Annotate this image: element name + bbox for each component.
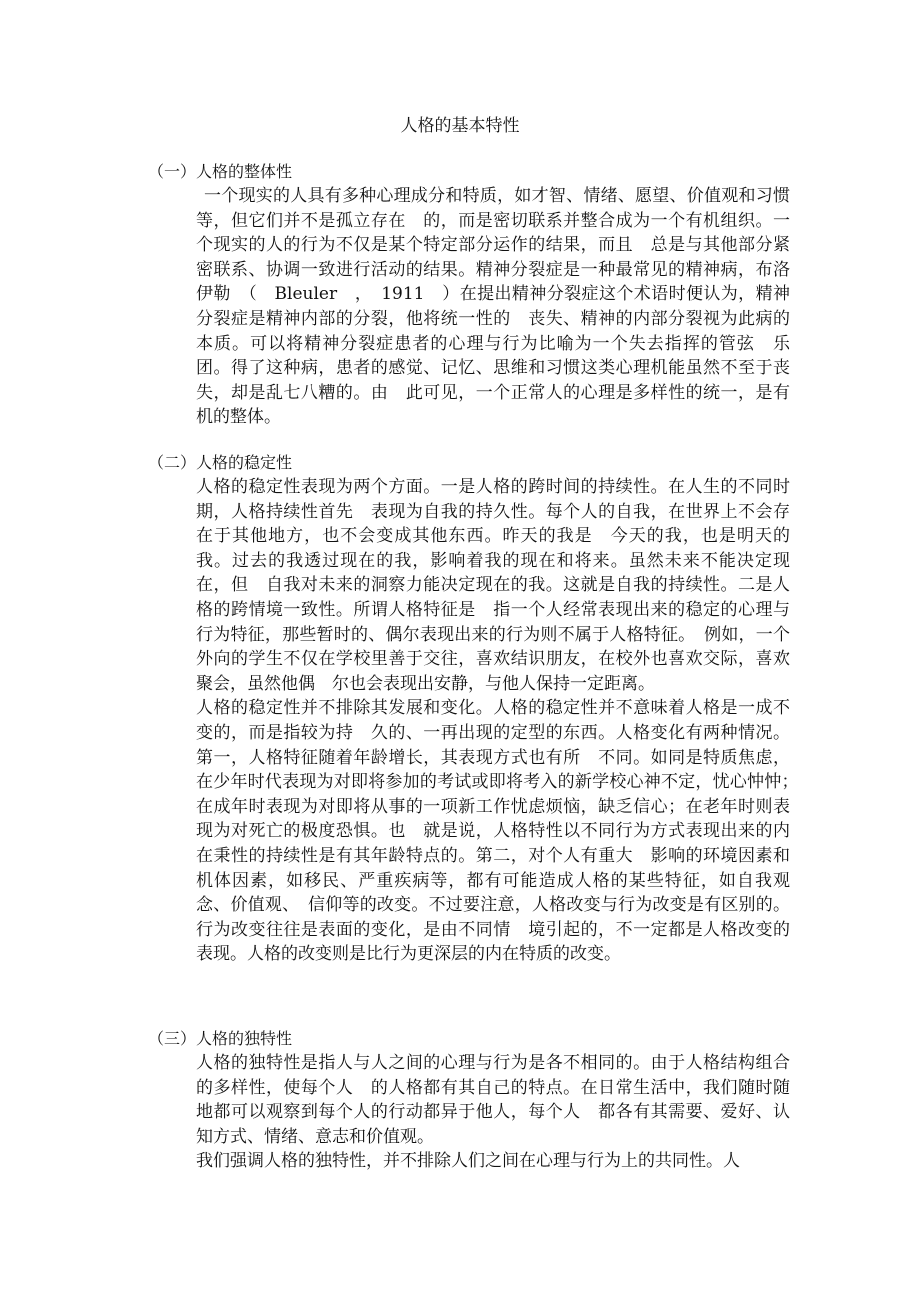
- section-body: [196, 475, 807, 967]
- paragraph: 人格的独特性是指人与人之间的心理与行为是各不相同的。由于人格结构组合的多样性，使每个人 的人格都有其自己的特点。在日常生活中，我们随时随地都可以观察到每个人的行动都异于他人，每个人 都各有其需要、爱好、认知方式、情绪、意志和价值观。: [196, 1053, 790, 1147]
- paragraph: 我们强调人格的独特性，并不排除人们之间在心理与行为上的共同性。人: [196, 1151, 740, 1172]
- section-heading: （三）人格的独特性: [148, 1029, 293, 1048]
- section-body: [196, 184, 790, 430]
- section-heading: （一）人格的整体性: [148, 162, 293, 181]
- page-title: 人格的基本特性: [400, 116, 520, 136]
- paragraph: 一个现实的人具有多种心理成分和特质，如才智、情绪、愿望、价值观和习惯等，但它们并不是孤立存在 的，而是密切联系并整合成为一个有机组织。一个现实的人的行为不仅是某个特定部分运作的结果，而且 总是与其他部分紧密联系、协调一致进行活动的结果。精神分裂症是一种最常见的精神病，布洛伊勒 （ Bleuler ， 1911 ）在提出精神分裂症这个术语时便认为，精神分裂症是精神内部的分裂，他将统一性的 丧失、精神的内部分裂视为此病的本质。可以将精神分裂症患者的心理与行为比喻为一个失去指挥的管弦 乐团。得了这种病，患者的感觉、记忆、思维和习惯这类心理机能虽然不至于丧失，却是乱七八糟的。由 此可见，一个正常人的心理是多样性的统一，是有机的整体。: [196, 186, 790, 428]
- paragraph: 人格的稳定性并不排除其发展和变化。人格的稳定性并不意味着人格是一成不变的，而是指较为持 久的、一再出现的定型的东西。人格变化有两种情况。第一，人格特征随着年龄增长，其表现方式也有所 不同。如同是特质焦虑，在少年时代表现为对即将参加的考试或即将考入的新学校心神不定，忧心忡忡； 在成年时表现为对即将从事的一项新工作忧虑烦恼，缺乏信心；在老年时则表现为对死亡的极度恐惧。也 就是说，人格特性以不同行为方式表现出来的内在秉性的持续性是有其年龄特点的。第二，对个人有重大 影响的环境因素和机体因素，如移民、严重疾病等，都有可能造成人格的某些特征，如自我观念、价值观、 信仰等的改变。不过要注意，人格改变与行为改变是有区别的。行为改变往往是表面的变化，是由不同情 境引起的，不一定都是人格改变的表现。人格的改变则是比行为更深层的内在特质的改变。: [196, 698, 807, 965]
- section-stability: [148, 451, 807, 967]
- section-body: [196, 1051, 790, 1174]
- section-heading: （二）人格的稳定性: [148, 453, 293, 472]
- section-integrity: [148, 160, 798, 430]
- section-uniqueness: [148, 1027, 798, 1174]
- paragraph: 人格的稳定性表现为两个方面。一是人格的跨时间的持续性。在人生的不同时期，人格持续性首先 表现为自我的持久性。每个人的自我，在世界上不会存在于其他地方，也不会变成其他东西。昨天的我是 今天的我，也是明天的我。过去的我透过现在的我，影响着我的现在和将来。虽然未来不能决定现在，但 自我对未来的洞察力能决定现在的我。这就是自我的持续性。二是人格的跨情境一致性。所谓人格特征是 指一个人经常表现出来的稳定的心理与行为特征，那些暂时的、偶尔表现出来的行为则不属于人格特征。 例如，一个外向的学生不仅在学校里善于交往，喜欢结识朋友，在校外也喜欢交际，喜欢聚会，虽然他偶 尔也会表现出安静，与他人保持一定距离。: [196, 477, 790, 694]
